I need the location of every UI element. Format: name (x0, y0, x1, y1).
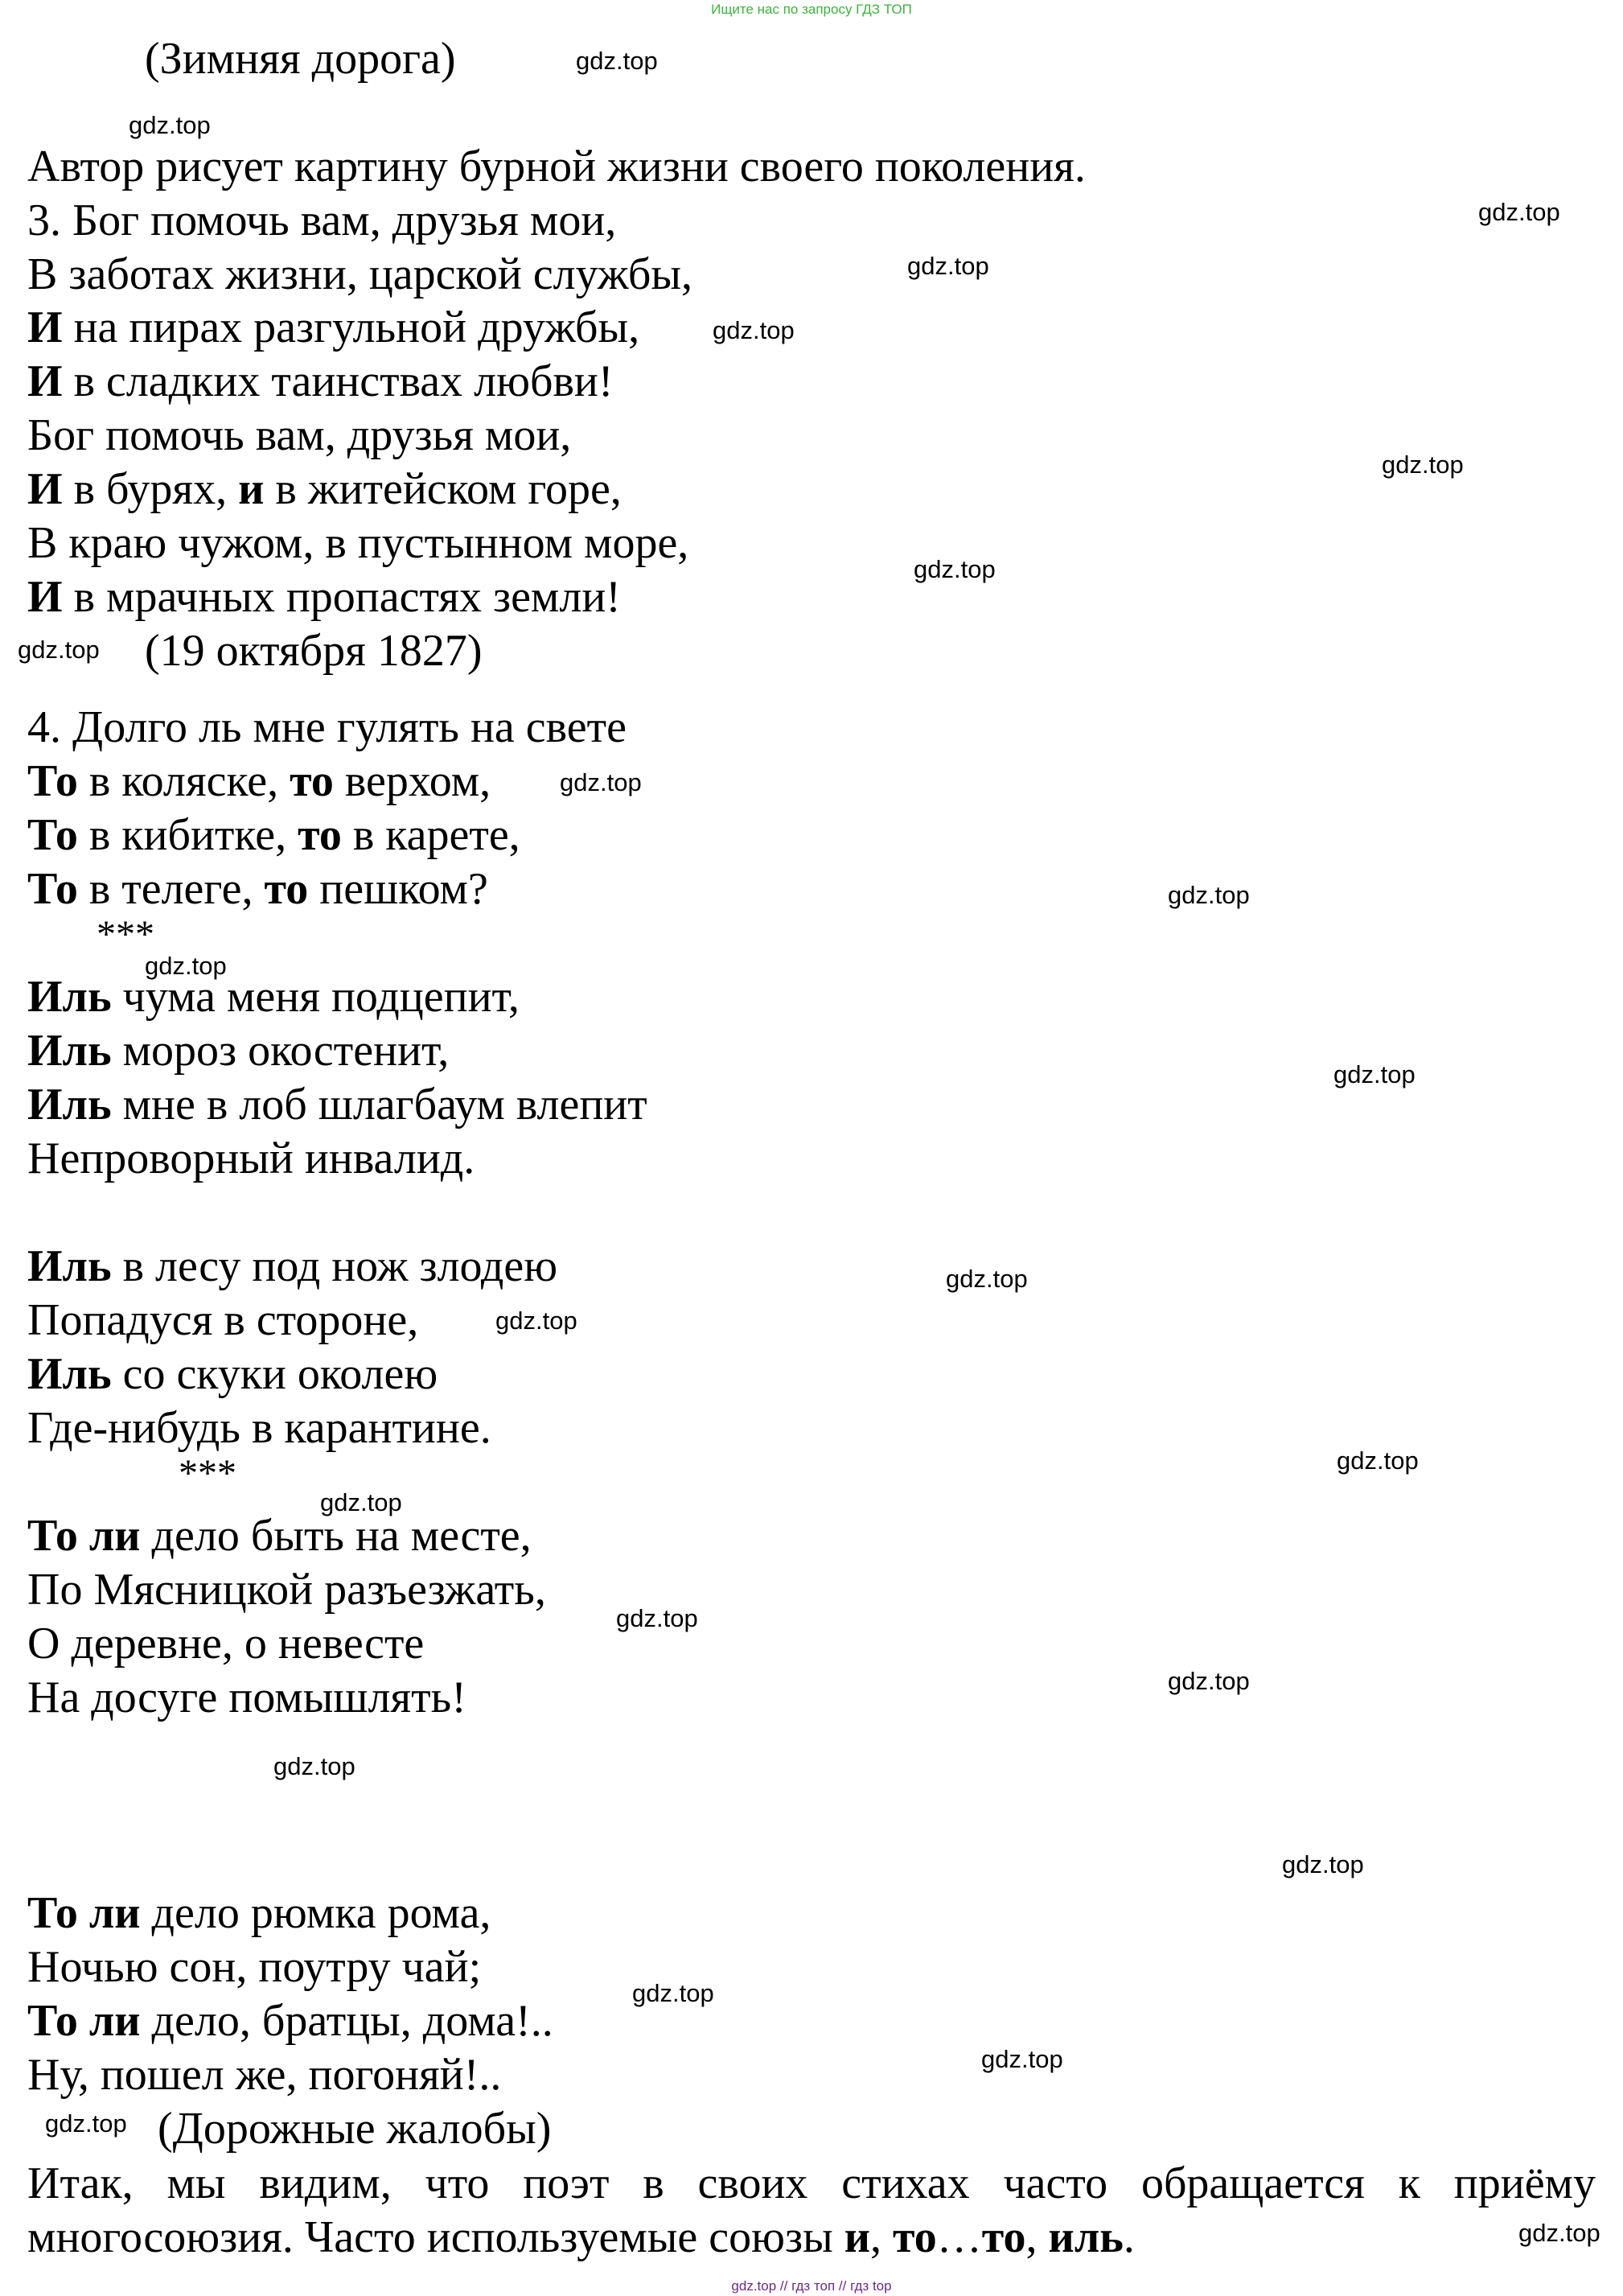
text-line (27, 301, 639, 354)
text-line: Непроворный инвалид. (27, 1134, 475, 1183)
conjunction: Иль (27, 1241, 112, 1291)
watermark: gdz.top (1382, 451, 1464, 479)
text-line: На досуге помышлять! (27, 1673, 466, 1722)
text-line: По Мясницкой разъезжать, (27, 1565, 546, 1615)
watermark: gdz.top (1478, 198, 1560, 226)
text-fragment: в житейском горе, (264, 464, 622, 514)
conjunction: иль (1048, 2212, 1124, 2262)
text-line: 4. Долго ль мне гулять на свете (27, 702, 627, 752)
text-fragment: пешком? (308, 864, 488, 914)
text-fragment: дело быть на месте, (140, 1511, 532, 1561)
conjunction: Иль (27, 1026, 112, 1076)
text-fragment: дело рюмка рома, (140, 1888, 491, 1938)
conjunction: То ли (27, 1511, 141, 1561)
text-fragment: в лесу под нож злодею (111, 1241, 558, 1291)
watermark: gdz.top (1337, 1446, 1419, 1475)
watermark: gdz.top (273, 1752, 355, 1780)
text-fragment: в коляске, (77, 756, 290, 806)
conjunction: и (844, 2212, 870, 2262)
watermark: gdz.top (145, 952, 227, 980)
text-line (27, 1994, 553, 2047)
watermark: gdz.top (981, 2045, 1063, 2073)
text-fragment: многосоюзия. Часто используемые союзы (27, 2212, 844, 2262)
conjunction: И (27, 356, 63, 406)
watermark: gdz.top (1333, 1060, 1416, 1088)
watermark: gdz.top (560, 768, 642, 796)
conjunction: То ли (27, 1996, 141, 2046)
text-fragment: … (936, 2212, 982, 2262)
text-line: Ночью сон, поутру чай; (27, 1942, 482, 1992)
conjunction: то (264, 864, 309, 914)
text-fragment: дело, братцы, дома!.. (140, 1996, 553, 2046)
text-fragment: на пирах разгульной дружбы, (62, 302, 640, 352)
text-line: Попадуся в стороне, (27, 1295, 419, 1345)
watermark: gdz.top (946, 1265, 1028, 1293)
text-fragment: мне в лоб шлагбаум влепит (111, 1080, 647, 1129)
conjunction: то (892, 2212, 937, 2262)
text-fragment: , (869, 2212, 893, 2262)
text-line: В заботах жизни, царской службы, (27, 249, 692, 299)
conjunction: То (27, 864, 78, 914)
caption-road-complaints: (Дорожные жалобы) (158, 2104, 552, 2154)
text-line (27, 1078, 647, 1131)
conjunction: и (238, 464, 265, 514)
text-fragment: чума меня подцепит, (111, 972, 520, 1022)
watermark: gdz.top (320, 1488, 402, 1516)
text-line (27, 463, 622, 516)
conjunction: то (298, 810, 342, 860)
text-line: Бог помочь вам, друзья мои, (27, 410, 572, 460)
caption-winter-road: (Зимняя дорога) (145, 34, 456, 84)
text-line (27, 755, 491, 808)
conjunction: И (27, 572, 63, 622)
watermark: gdz.top (713, 316, 795, 344)
conjunction: Иль (27, 1080, 112, 1129)
text-line: О деревне, о невесте (27, 1619, 425, 1669)
text-fragment: в карете, (341, 810, 520, 860)
watermark: gdz.top (1168, 881, 1250, 909)
conjunction: И (27, 302, 63, 352)
conjunction: Иль (27, 1349, 112, 1399)
text-fragment: мороз окостенит, (111, 1026, 450, 1076)
watermark: gdz.top (616, 1604, 698, 1632)
text-fragment: со скуки околею (111, 1349, 438, 1399)
watermark: gdz.top (45, 2109, 127, 2138)
text-line (27, 355, 614, 408)
conjunction: То (27, 756, 78, 806)
text-line (27, 1240, 557, 1293)
conjunction: Иль (27, 972, 112, 1022)
watermark: gdz.top (576, 47, 658, 75)
text-fragment: в бурях, (62, 464, 239, 514)
text-fragment: в кибитке, (77, 810, 298, 860)
text-line: В краю чужом, в пустынном море, (27, 518, 689, 568)
conjunction: То (27, 810, 78, 860)
watermark: gdz.top (1518, 2219, 1600, 2247)
text-line (27, 809, 520, 862)
conclusion-line: Итак, мы видим, что поэт в своих стихах часто обращается к приёму (27, 2158, 1596, 2208)
conjunction: И (27, 464, 63, 514)
text-fragment: в телеге, (77, 864, 265, 914)
footer-watermark: gdz.top // гдз топ // гдз top (731, 2278, 892, 2294)
watermark: gdz.top (1282, 1850, 1364, 1878)
watermark: gdz.top (907, 252, 989, 280)
conjunction: то (290, 756, 334, 806)
top-banner: Ищите нас по запросу ГДЗ ТОП (711, 2, 912, 17)
watermark: gdz.top (129, 111, 211, 139)
text-fragment: в сладких таинствах любви! (62, 356, 614, 406)
text-line: Где-нибудь в карантине. (27, 1403, 491, 1453)
conjunction: то (981, 2212, 1026, 2262)
text-fragment: в мрачных пропастях земли! (62, 572, 621, 622)
stanza-separator: *** (179, 1452, 236, 1495)
conclusion-line (27, 2211, 1135, 2264)
watermark: gdz.top (495, 1306, 577, 1335)
text-line (27, 1509, 532, 1562)
watermark: gdz.top (18, 636, 100, 664)
text-line: Автор рисует картину бурной жизни своего поколения. (27, 142, 1086, 191)
text-line (27, 862, 488, 916)
caption-october-19: (19 октября 1827) (145, 626, 483, 676)
text-fragment: , (1025, 2212, 1049, 2262)
stanza-separator: *** (97, 913, 154, 956)
text-line (27, 1348, 438, 1401)
conjunction: То ли (27, 1888, 141, 1938)
watermark: gdz.top (914, 555, 996, 583)
watermark: gdz.top (1168, 1667, 1250, 1695)
text-line: 3. Бог помочь вам, друзья мои, (27, 195, 617, 245)
text-line (27, 1024, 449, 1077)
text-line (27, 970, 520, 1023)
text-line: Ну, пошел же, погоняй!.. (27, 2050, 502, 2100)
text-fragment: верхом, (333, 756, 491, 806)
text-line (27, 570, 621, 623)
text-fragment: . (1123, 2212, 1135, 2262)
watermark: gdz.top (632, 1979, 714, 2007)
text-line (27, 1887, 491, 1940)
